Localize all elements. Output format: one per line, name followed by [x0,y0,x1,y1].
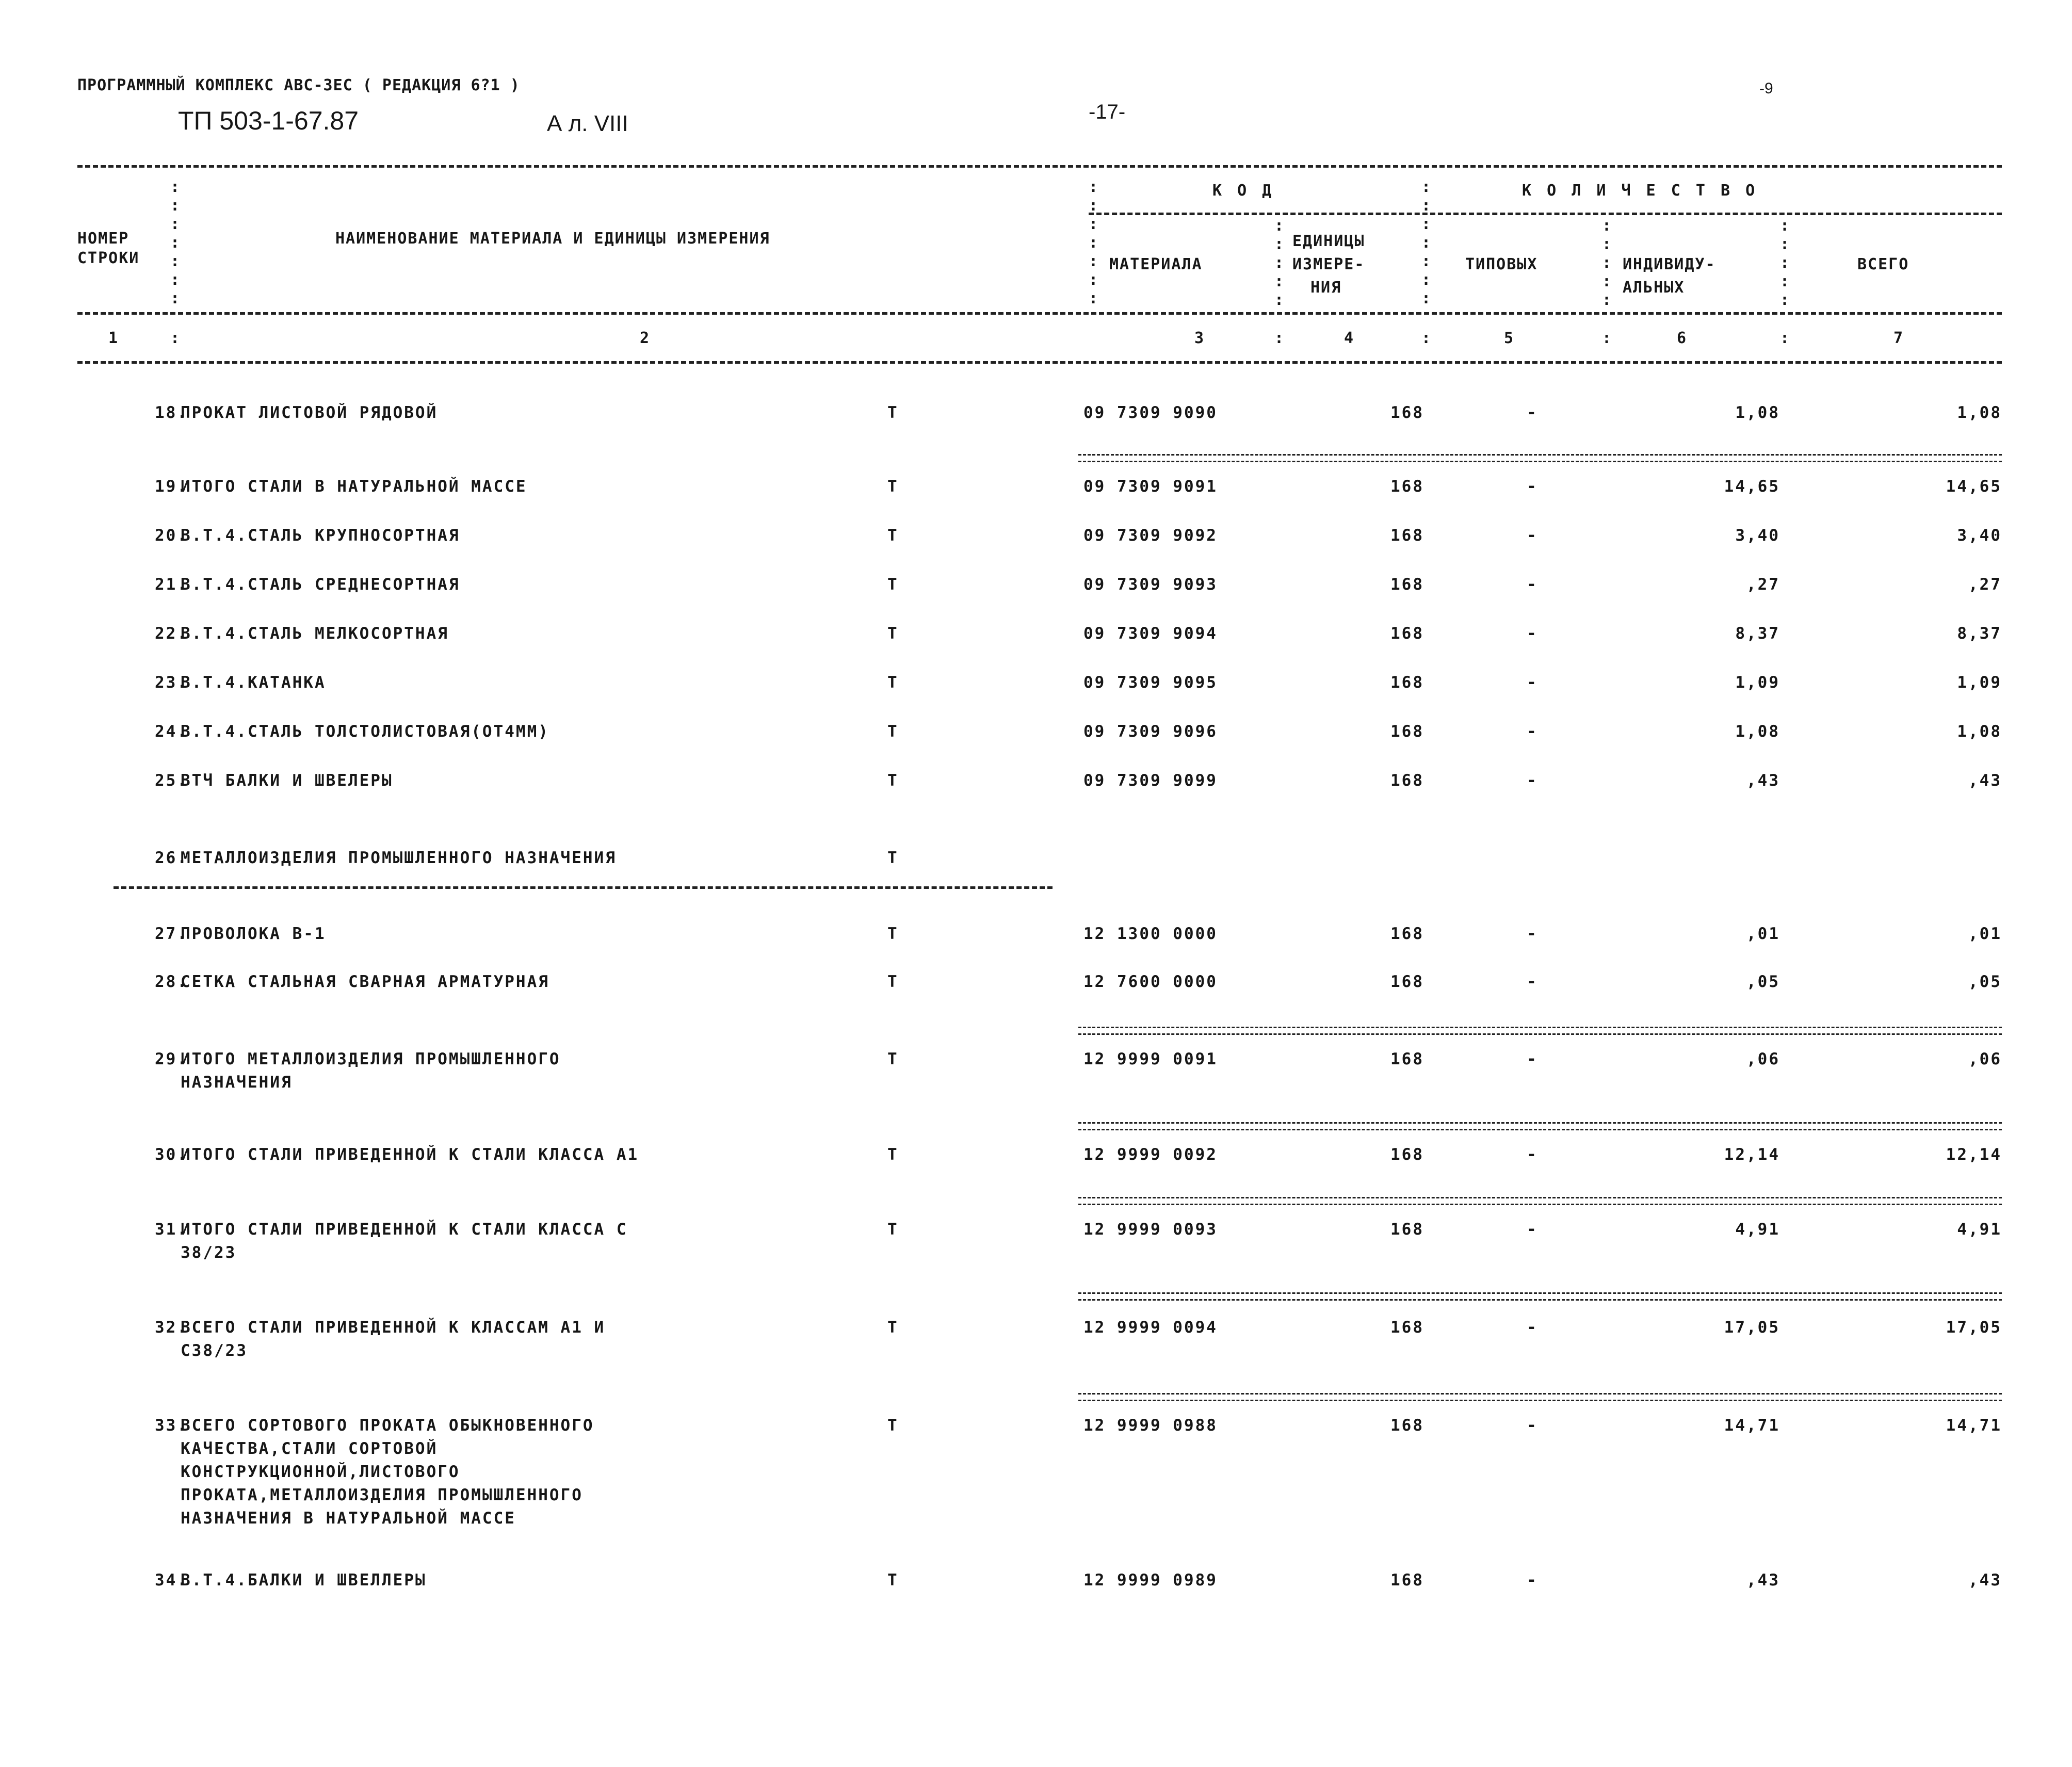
unit: Т [887,1050,899,1068]
material-name-cont: КАЧЕСТВА,СТАЛИ СОРТОВОЙ [181,1439,438,1458]
material-name: В.Т.4.БАЛКИ И ШВЕЛЛЕРЫ [181,1571,427,1590]
typical-qty: - [1527,1416,1538,1435]
individual-qty: 14,71 [1724,1416,1780,1435]
row-number: 27. [155,925,188,943]
typical-qty: - [1527,1145,1538,1164]
typical-qty: - [1527,1220,1538,1239]
material-name: ИТОГО МЕТАЛЛОИЗДЕЛИЯ ПРОМЫШЛЕННОГО [181,1050,561,1068]
name-column-label: НАИМЕНОВАНИЕ МАТЕРИАЛА И ЕДИНИЦЫ ИЗМЕРЕНИЯ [335,230,770,248]
typical-qty: - [1527,526,1538,545]
section-underline [114,886,1053,889]
typical-qty: - [1527,403,1538,422]
individual-qty: 1,08 [1735,722,1780,741]
unit-code: 168 [1390,403,1424,422]
unit-code: 168 [1390,722,1424,741]
unit: Т [887,1571,899,1590]
unit-code: 168 [1390,771,1424,790]
individual-qty: 1,09 [1735,673,1780,692]
individual-label-2: АЛЬНЫХ [1623,279,1685,297]
row-number: 24. [155,722,188,741]
row-number: 33. [155,1416,188,1435]
row-number: 32. [155,1318,188,1337]
unit: Т [887,1220,899,1239]
unit-code: 168 [1390,1416,1424,1435]
material-code: 12 9999 0091 [1083,1050,1218,1068]
project-code: ТП 503-1-67.87 [178,106,359,135]
row-number-label-2: СТРОКИ [77,249,140,267]
material-code: 12 7600 0000 [1083,972,1218,991]
row-number-label-1: НОМЕР [77,230,130,248]
material-code: 12 9999 0989 [1083,1571,1218,1590]
unit: Т [887,722,899,741]
unit: Т [887,1416,899,1435]
header-top-rule [77,165,2002,168]
row-number: 30. [155,1145,188,1164]
column-number-6: 6 [1677,329,1688,347]
unit-code: 168 [1390,1220,1424,1239]
header-bottom-rule [77,312,2002,315]
typical-qty: - [1527,972,1538,991]
header-separator: : : : : : [1602,217,1612,309]
total-qty: 8,37 [1957,624,2002,643]
row-number: 19. [155,477,188,496]
individual-qty: ,05 [1746,972,1780,991]
row-number: 23. [155,673,188,692]
unit: Т [887,1145,899,1164]
total-qty: 4,91 [1957,1220,2002,1239]
unit-code: 168 [1390,1571,1424,1590]
header-separator: : : : : : [1780,217,1790,309]
row-number: 34. [155,1571,188,1590]
program-title: ПРОГРАММНЫЙ КОМПЛЕКС АВС-ЗЕС ( РЕДАКЦИЯ 6?1 ) [77,76,520,94]
unit-code-label-2: ИЗМЕРЕ- [1292,255,1365,273]
unit: Т [887,771,899,790]
header-separator: : : : : : : : [170,178,180,307]
unit: Т [887,673,899,692]
row-number: 26. [155,849,188,867]
typical-qty: - [1527,477,1538,496]
material-name: В.Т.4.СТАЛЬ СРЕДНЕСОРТНАЯ [181,575,460,594]
unit-code: 168 [1390,1145,1424,1164]
material-name: ВСЕГО СОРТОВОГО ПРОКАТА ОБЫКНОВЕННОГО [181,1416,594,1435]
typical-qty: - [1527,1318,1538,1337]
total-qty: 17,05 [1946,1318,2002,1337]
material-code: 12 9999 0093 [1083,1220,1218,1239]
page-number: -17- [1089,101,1126,123]
unit: Т [887,477,899,496]
unit-code: 168 [1390,673,1424,692]
typical-qty: - [1527,722,1538,741]
unit-code: 168 [1390,1318,1424,1337]
code-group-label: К О Д [1212,182,1275,200]
total-qty: ,05 [1968,972,2002,991]
typical-qty: - [1527,1050,1538,1068]
column-number-separators: : [1274,329,1285,347]
album-number: А л. VIII [547,111,628,136]
subtotal-rule [1078,1027,2002,1035]
typical-qty: - [1527,624,1538,643]
material-code: 09 7309 9091 [1083,477,1218,496]
total-qty: 3,40 [1957,526,2002,545]
material-name: ПРОВОЛОКА В-1 [181,925,326,943]
column-number-1: 1 [108,329,119,347]
material-name: ПРОКАТ ЛИСТОВОЙ РЯДОВОЙ [181,403,438,422]
material-code: 09 7309 9099 [1083,771,1218,790]
unit: Т [887,925,899,943]
total-qty: ,01 [1968,925,2002,943]
total-qty: ,27 [1968,575,2002,594]
material-name: ИТОГО СТАЛИ В НАТУРАЛЬНОЙ МАССЕ [181,477,527,496]
material-name-cont: ПРОКАТА,МЕТАЛЛОИЗДЕЛИЯ ПРОМЫШЛЕННОГО [181,1486,583,1504]
row-number: 18. [155,403,188,422]
individual-qty: 14,65 [1724,477,1780,496]
typical-label: ТИПОВЫХ [1465,255,1538,273]
unit-code: 168 [1390,624,1424,643]
material-code: 12 9999 0092 [1083,1145,1218,1164]
unit-code: 168 [1390,1050,1424,1068]
individual-qty: ,27 [1746,575,1780,594]
material-name: В.Т.4.КАТАНКА [181,673,326,692]
unit: Т [887,1318,899,1337]
unit-code: 168 [1390,526,1424,545]
row-number: 29. [155,1050,188,1068]
material-name: ИТОГО СТАЛИ ПРИВЕДЕННОЙ К СТАЛИ КЛАССА А1 [181,1145,639,1164]
material-code: 09 7309 9093 [1083,575,1218,594]
column-number-7: 7 [1893,329,1904,347]
material-code: 09 7309 9095 [1083,673,1218,692]
total-qty: 14,65 [1946,477,2002,496]
material-code-label: МАТЕРИАЛА [1109,255,1203,273]
column-number-4: 4 [1344,329,1355,347]
unit-code: 168 [1390,972,1424,991]
unit-code: 168 [1390,477,1424,496]
subtotal-rule [1078,454,2002,462]
total-qty: 1,08 [1957,403,2002,422]
header-separator: : : : : : : : [1089,178,1098,307]
row-number: 31. [155,1220,188,1239]
individual-qty: ,43 [1746,771,1780,790]
material-code: 09 7309 9090 [1083,403,1218,422]
row-number: 21. [155,575,188,594]
unit: Т [887,849,899,867]
unit: Т [887,575,899,594]
total-qty: ,43 [1968,1571,2002,1590]
column-number-separators: : [1421,329,1432,347]
total-qty: 12,14 [1946,1145,2002,1164]
subtotal-rule [1078,1197,2002,1205]
unit: Т [887,624,899,643]
typical-qty: - [1527,1571,1538,1590]
individual-qty: 12,14 [1724,1145,1780,1164]
material-code: 12 1300 0000 [1083,925,1218,943]
total-qty: 14,71 [1946,1416,2002,1435]
material-name: ИТОГО СТАЛИ ПРИВЕДЕННОЙ К СТАЛИ КЛАССА С [181,1220,628,1239]
unit-code: 168 [1390,925,1424,943]
row-number: 22. [155,624,188,643]
total-qty: ,06 [1968,1050,2002,1068]
header-separator: : : : : : [1274,217,1284,309]
typical-qty: - [1527,925,1538,943]
header-separator: : : : : : : : [1421,178,1431,307]
material-name-cont: НАЗНАЧЕНИЯ [181,1073,293,1092]
typical-qty: - [1527,673,1538,692]
column-number-5: 5 [1504,329,1515,347]
column-number-2: 2 [640,329,651,347]
material-name: ВТЧ БАЛКИ И ШВЕЛЕРЫ [181,771,393,790]
material-name: В.Т.4.СТАЛЬ ТОЛСТОЛИСТОВАЯ(ОТ4ММ) [181,722,549,741]
unit-code: 168 [1390,575,1424,594]
header-group-rule [1089,213,2002,215]
material-name-cont: 38/23 [181,1243,237,1262]
total-label: ВСЕГО [1857,255,1909,273]
material-code: 12 9999 0094 [1083,1318,1218,1337]
material-name-cont: КОНСТРУКЦИОННОЙ,ЛИСТОВОГО [181,1463,460,1481]
row-number: 28. [155,972,188,991]
individual-qty: 3,40 [1735,526,1780,545]
material-name: В.Т.4.СТАЛЬ МЕЛКОСОРТНАЯ [181,624,449,643]
individual-label-1: ИНДИВИДУ- [1623,255,1716,273]
individual-qty: ,43 [1746,1571,1780,1590]
material-name-cont: НАЗНАЧЕНИЯ В НАТУРАЛЬНОЙ МАССЕ [181,1509,516,1528]
material-name: ВСЕГО СТАЛИ ПРИВЕДЕННОЙ К КЛАССАМ А1 И [181,1318,606,1337]
individual-qty: 8,37 [1735,624,1780,643]
material-code: 12 9999 0988 [1083,1416,1218,1435]
total-qty: 1,08 [1957,722,2002,741]
corner-mark: -9 [1759,80,1773,97]
material-name: В.Т.4.СТАЛЬ КРУПНОСОРТНАЯ [181,526,460,545]
total-qty: 1,09 [1957,673,2002,692]
typical-qty: - [1527,771,1538,790]
material-code: 09 7309 9092 [1083,526,1218,545]
quantity-group-label: К О Л И Ч Е С Т В О [1522,182,1758,200]
subtotal-rule [1078,1292,2002,1301]
unit: Т [887,972,899,991]
unit-code-label-3: НИЯ [1310,279,1342,297]
column-number-separators: : [170,329,181,347]
material-code: 09 7309 9094 [1083,624,1218,643]
subtotal-rule [1078,1393,2002,1401]
row-number: 20. [155,526,188,545]
unit-code-label-1: ЕДИНИЦЫ [1292,232,1365,250]
row-number: 25. [155,771,188,790]
column-number-separators: : [1780,329,1791,347]
individual-qty: ,06 [1746,1050,1780,1068]
material-code: 09 7309 9096 [1083,722,1218,741]
subtotal-rule [1078,1122,2002,1130]
column-number-separators: : [1602,329,1613,347]
column-number-3: 3 [1194,329,1205,347]
unit: Т [887,403,899,422]
individual-qty: 1,08 [1735,403,1780,422]
unit: Т [887,526,899,545]
individual-qty: ,01 [1746,925,1780,943]
column-number-rule [77,361,2002,364]
total-qty: ,43 [1968,771,2002,790]
material-name: СЕТКА СТАЛЬНАЯ СВАРНАЯ АРМАТУРНАЯ [181,972,549,991]
section-heading: МЕТАЛЛОИЗДЕЛИЯ ПРОМЫШЛЕННОГО НАЗНАЧЕНИЯ [181,849,617,867]
individual-qty: 17,05 [1724,1318,1780,1337]
material-name-cont: С38/23 [181,1341,248,1360]
typical-qty: - [1527,575,1538,594]
individual-qty: 4,91 [1735,1220,1780,1239]
